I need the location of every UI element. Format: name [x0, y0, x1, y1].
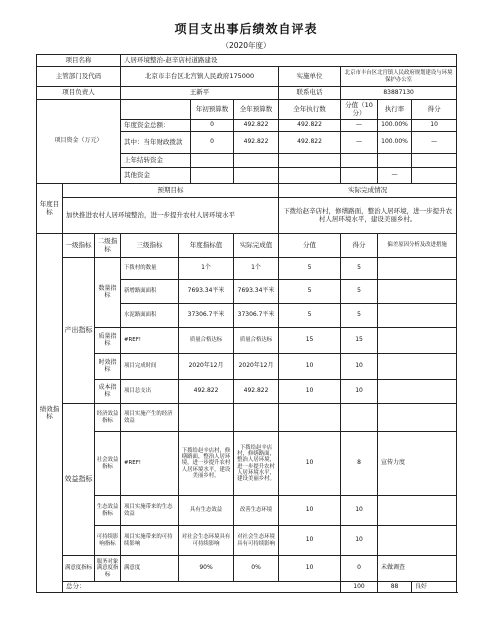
indicator-target: 90% [179, 556, 234, 582]
funds-budget-full: 492.822 [234, 120, 279, 132]
evaluation-table [36, 54, 457, 593]
indicator-actual: 下拨给赵辛店村，修缮路面，整治人居环境，进一步提升农村人居环境水平，建设美丽乡村。 [234, 432, 279, 496]
total-grade: 良好 [412, 582, 457, 593]
indicator-deviation [378, 380, 457, 404]
indicator-name: #REF! [121, 328, 179, 354]
funds-row-label: 其他资金 [121, 168, 191, 184]
timeliness-label: 时效指标 [95, 354, 121, 380]
funds-exec: 492.822 [279, 132, 341, 154]
indicator-actual: 0% [234, 556, 279, 582]
indicator-name: 项目实施产生的经济效益 [121, 404, 179, 432]
total-value: 100 [341, 582, 378, 593]
goals-actual: 下拨给赵辛店村，修缮路面，整治人居环境，进一步提升农村人居环境水平，建设美丽乡村。 [279, 198, 457, 234]
indicator-target: 1个 [179, 258, 234, 280]
indicator-deviation [378, 354, 457, 380]
funds-budget-full: 492.822 [234, 132, 279, 154]
document-year: （2020年度） [221, 41, 271, 50]
indicator-name: 项目总支出 [121, 380, 179, 404]
header-level1: 一级指标 [63, 234, 95, 258]
indicator-score: 5 [341, 280, 378, 304]
indicator-deviation [378, 404, 457, 432]
indicator-score-value: 10 [279, 526, 341, 556]
funds-rate: — [378, 168, 412, 184]
indicator-score-value [279, 404, 341, 432]
funds-score-value: — [341, 120, 378, 132]
economic-label: 经济效益指标 [95, 404, 121, 432]
perf-section-label: 绩效指标 [37, 234, 63, 593]
indicator-row [37, 496, 457, 526]
indicator-actual: 对社会生态环境具有可持续影响 [234, 526, 279, 556]
satisfaction-l1-label: 满意度指标 [63, 556, 95, 582]
indicator-target: 质量合格达标 [179, 328, 234, 354]
indicator-target: 下拨给赵辛店村，修缮路面，整治人居环境，进一步提升农村人居环境水平，建设美丽乡村。 [179, 432, 234, 496]
header-score-value: 分值（10分） [341, 100, 378, 120]
indicator-actual: 37306.7平米 [234, 304, 279, 328]
indicator-actual: 1个 [234, 258, 279, 280]
effect-label: 效益指标 [63, 404, 95, 556]
indicator-target: 2020年12月 [179, 354, 234, 380]
indicator-row [37, 380, 457, 404]
indicator-deviation [378, 304, 457, 328]
indicator-actual: 492.822 [234, 380, 279, 404]
funds-rate: 100.00% [378, 120, 412, 132]
indicator-deviation [378, 526, 457, 556]
dept-label: 主管部门及代码 [37, 67, 121, 87]
indicator-deviation: 宣传力度 [378, 432, 457, 496]
quantity-label: 数量指标 [95, 258, 121, 328]
indicator-score-value: 5 [279, 280, 341, 304]
header-actual: 实际完成值 [234, 234, 279, 258]
indicator-score: 10 [341, 354, 378, 380]
document-title: 项目支出事后绩效自评表 [174, 22, 318, 36]
indicator-score: 5 [341, 304, 378, 328]
phone-label: 联系电话 [279, 87, 341, 100]
funds-row-label: 其中：当年财政拨款 [121, 132, 191, 154]
indicator-score-value: 10 [279, 354, 341, 380]
indicator-row [37, 328, 457, 354]
indicator-name: 水泥路面面积 [121, 304, 179, 328]
funds-budget-full [234, 168, 279, 184]
indicator-target: 37306.7平米 [179, 304, 234, 328]
indicator-deviation: 未做调查 [378, 556, 457, 582]
funds-score: — [412, 132, 457, 154]
quality-label: 质量指标 [95, 328, 121, 354]
goals-expected: 加快推进农村人居环境整治，进一步提升农村人居环境水平 [63, 198, 279, 234]
funds-score-value [341, 154, 378, 168]
social-label: 社会效益指标 [95, 432, 121, 496]
indicator-score: 10 [341, 380, 378, 404]
funds-budget-start: 0 [191, 120, 234, 132]
indicator-name: 项目实施带来的生态效益 [121, 496, 179, 526]
indicator-row [37, 258, 457, 280]
indicator-target: 具有生态效益 [179, 496, 234, 526]
indicator-deviation [378, 258, 457, 280]
funds-exec: 492.822 [279, 120, 341, 132]
indicator-score-value: 5 [279, 304, 341, 328]
leader-label: 项目负责人 [37, 87, 121, 100]
indicator-score-value: 5 [279, 258, 341, 280]
indicator-deviation [378, 328, 457, 354]
indicator-name: 下拨村的数量 [121, 258, 179, 280]
funds-header-row [37, 100, 457, 120]
leader-value: 王新平 [121, 87, 279, 100]
indicator-row [37, 354, 457, 380]
indicator-score-value: 10 [279, 432, 341, 496]
project-name-value: 人居环境整治-赵辛店村道路建设 [121, 55, 457, 67]
funds-score [412, 168, 457, 184]
indicator-score: 8 [341, 432, 378, 496]
header-exec: 全年执行数 [279, 100, 341, 120]
indicator-score-value: 10 [279, 556, 341, 582]
indicator-name: 满意度 [121, 556, 179, 582]
funds-rate: 100.00% [378, 132, 412, 154]
header-level2: 二级指标 [95, 234, 121, 258]
impl-label: 实施单位 [279, 67, 341, 87]
funds-row-label: 年度资金总额： [121, 120, 191, 132]
header-target: 年度指标值 [179, 234, 234, 258]
header-budget-start: 年初预算数 [191, 100, 234, 120]
indicator-target [179, 404, 234, 432]
indicator-score-value: 10 [279, 380, 341, 404]
satisfaction-l2-label: 服务对象满意度指标 [95, 556, 121, 582]
indicator-actual: 7693.34平米 [234, 280, 279, 304]
total-label: 总分： [63, 582, 341, 593]
funds-budget-start [191, 168, 234, 184]
sustain-label: 可持续影响指标 [95, 526, 121, 556]
indicator-row [37, 526, 457, 556]
funds-score [412, 154, 457, 168]
indicator-target: 7693.34平米 [179, 280, 234, 304]
indicator-score [341, 404, 378, 432]
indicator-score-value: 15 [279, 328, 341, 354]
perf-header-row [37, 234, 457, 258]
header-deviation: 偏差原因分析及改进措施 [378, 234, 457, 258]
indicator-name: 新增路面面积 [121, 280, 179, 304]
indicator-name: #REF! [121, 432, 179, 496]
indicator-actual: 质量合格达标 [234, 328, 279, 354]
funds-budget-start [191, 154, 234, 168]
funds-score-value [341, 168, 378, 184]
leader-row [37, 87, 457, 100]
indicator-score: 15 [341, 328, 378, 354]
header-score: 得分 [412, 100, 457, 120]
indicator-score: 10 [341, 496, 378, 526]
header-budget-full: 全年预算数 [234, 100, 279, 120]
goals-header-row [37, 184, 457, 198]
indicator-target: 492.822 [179, 380, 234, 404]
funds-budget-start: 0 [191, 132, 234, 154]
indicator-row [37, 404, 457, 432]
impl-value: 北京市丰台区北宫镇人民政府规划建设与环境保护办公室 [341, 67, 457, 87]
indicator-actual [234, 404, 279, 432]
eco-label: 生态效益指标 [95, 496, 121, 526]
total-row [37, 582, 457, 593]
funds-section-label: 项目资金（万元） [37, 100, 121, 184]
goals-content-row [37, 198, 457, 234]
funds-row-label: 上年结转资金 [121, 154, 191, 168]
output-label: 产出指标 [63, 258, 95, 404]
indicator-score-value: 10 [279, 496, 341, 526]
cost-label: 成本指标 [95, 380, 121, 404]
funds-score: 10 [412, 120, 457, 132]
indicator-row [37, 556, 457, 582]
header-rate: 执行率 [378, 100, 412, 120]
indicator-deviation [378, 280, 457, 304]
indicator-score: 5 [341, 258, 378, 280]
indicator-actual: 改善生态环境 [234, 496, 279, 526]
funds-budget-full [234, 154, 279, 168]
indicator-target: 对社会生态环境具有可持续影响 [179, 526, 234, 556]
dept-row [37, 67, 457, 87]
indicator-score: 10 [341, 526, 378, 556]
indicator-row [37, 432, 457, 496]
indicator-name: 项目实施带来的可持续影响 [121, 526, 179, 556]
total-score: 88 [378, 582, 412, 593]
header-score: 得分 [341, 234, 378, 258]
indicator-actual: 2020年12月 [234, 354, 279, 380]
header-score-value: 分值 [279, 234, 341, 258]
funds-exec [279, 154, 341, 168]
header-level3: 三级指标 [121, 234, 179, 258]
funds-score-value: — [341, 132, 378, 154]
indicator-name: 项目完成时间 [121, 354, 179, 380]
funds-exec [279, 168, 341, 184]
phone-value: 83887130 [341, 87, 457, 100]
goals-section-label: 年度目标 [37, 184, 63, 234]
indicator-deviation [378, 496, 457, 526]
goals-expected-header: 预期目标 [63, 184, 279, 198]
funds-rate [378, 154, 412, 168]
project-name-row [37, 55, 457, 67]
project-name-label: 项目名称 [37, 55, 121, 67]
goals-actual-header: 实际完成情况 [279, 184, 457, 198]
indicator-score: 0 [341, 556, 378, 582]
dept-value: 北京市丰台区北宫镇人民政府175000 [121, 67, 279, 87]
